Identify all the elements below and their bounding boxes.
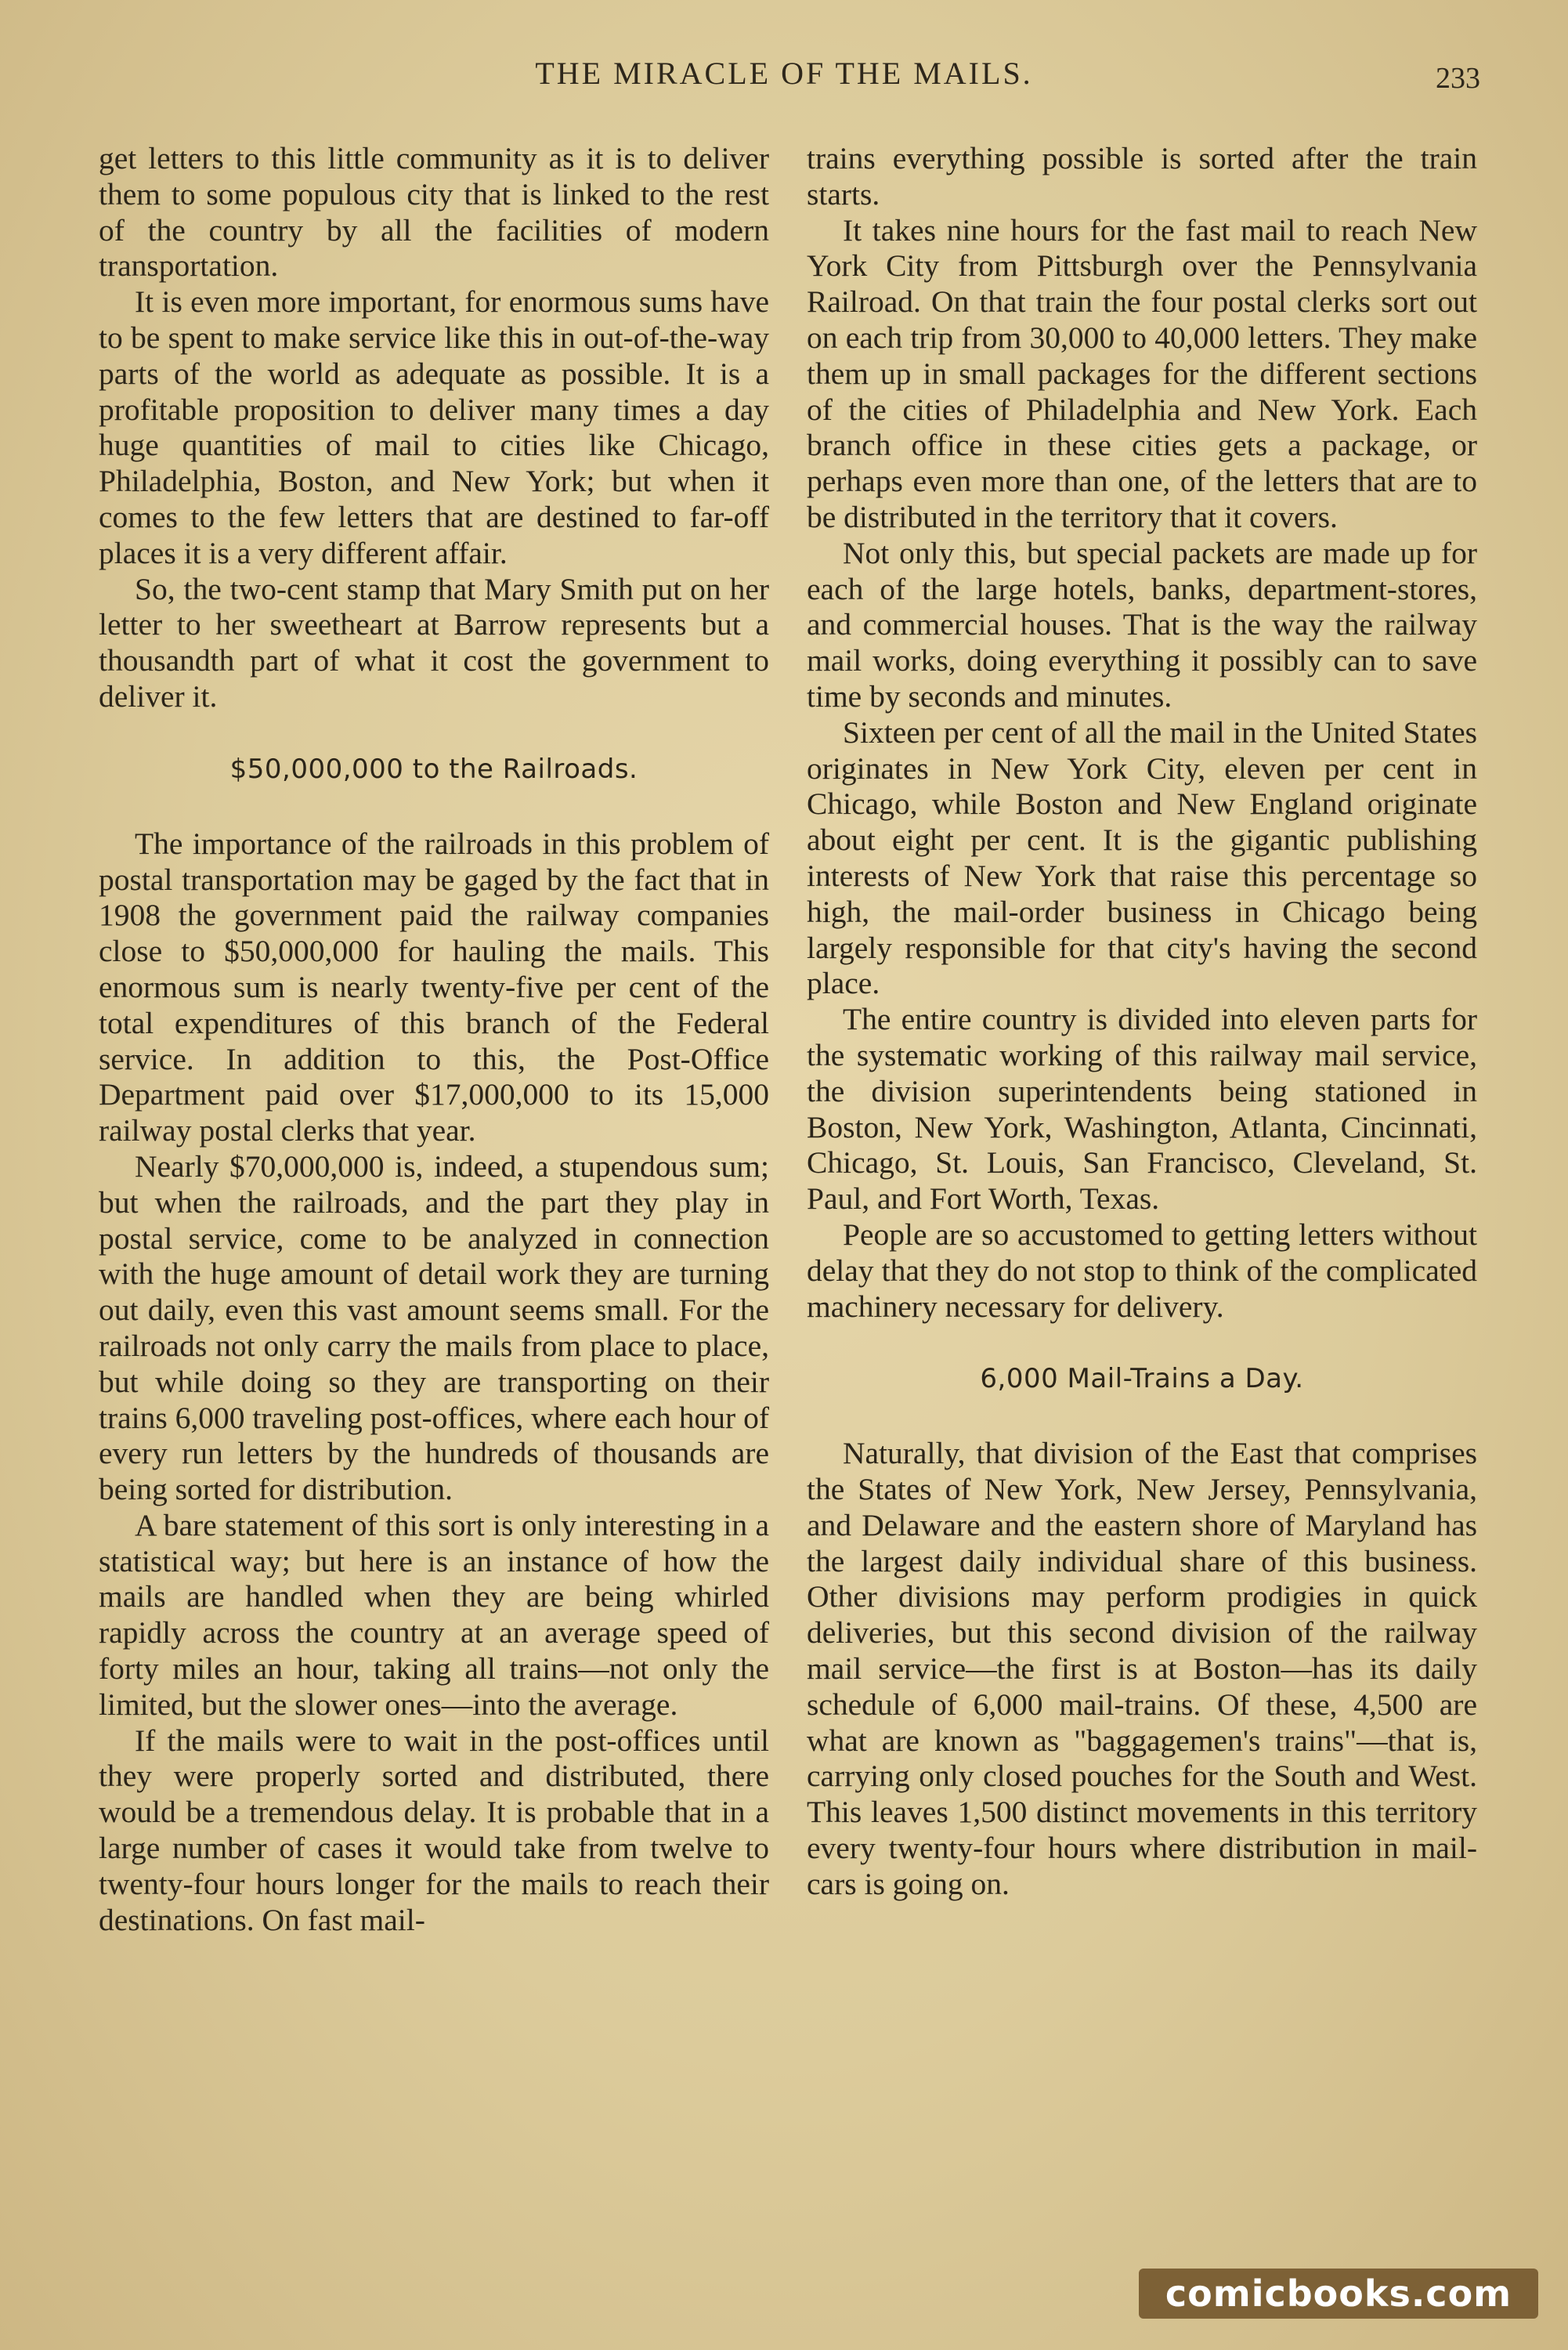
paragraph: So, the two-cent stamp that Mary Smith put on her letter to her sweetheart at Barrow represents but a thousandth part of what it cost the government to deliver it. [99, 571, 769, 714]
page-number: 233 [1436, 62, 1480, 95]
paragraph: Nearly $70,000,000 is, indeed, a stupendous sum; but when the railroads, and the part they play in postal service, come to be analyzed in connection with the huge amount of detail work they are turning out daily, even this vast amount seems small. For the railroads not only carry the mails from place to place, but while doing so they are transporting on their trains 6,000 traveling post-offices, where each hour of every run letters by the hundreds of thousands are being sorted for distribution. [99, 1148, 769, 1507]
paragraph: get letters to this little community as it is to deliver them to some populous city that is linked to the rest of the country by all the facilities of modern transportation. [99, 141, 769, 284]
paragraph: trains everything possible is sorted after the train starts. [807, 141, 1477, 212]
watermark-text: comicbooks.com [1165, 2272, 1512, 2315]
paragraph: It takes nine hours for the fast mail to reach New York City from Pittsburgh over the Pennsylvania Railroad. On that train the four postal clerks sort out on each trip from 30,000 to 40,000 letters. They make them up in small packages for the different sections of the cities of Philadelphia and New York. Each branch office in these cities gets a package, or perhaps even more than one, of the letters that are to be distributed in the territory that it covers. [807, 212, 1477, 534]
right-column [807, 141, 1477, 1903]
page-header [0, 55, 1568, 102]
paragraph: Not only this, but special packets are made up for each of the large hotels, banks, department-stores, and commercial houses. That is the way the railway mail works, doing everything it possibly can to save time by seconds and minutes. [807, 535, 1477, 714]
paragraph: If the mails were to wait in the post-offices until they were properly sorted and distributed, there would be a tremendous delay. It is probable that in a large number of cases it would take from twelve to twenty-four hours longer for the mails to reach their destinations. On fast mail- [99, 1723, 769, 1937]
paragraph: The importance of the railroads in this problem of postal transportation may be gaged by the fact that in 1908 the government paid the railway companies close to $50,000,000 for hauling the mails. This enormous sum is nearly twenty-five per cent of the total expenditures of this branch of the Federal service. In addition to this, the Post-Office Department paid over $17,000,000 to its 15,000 railway postal clerks that year. [99, 826, 769, 1148]
section-heading: $50,000,000 to the Railroads. [229, 753, 638, 785]
paragraph: It is even more important, for enormous sums have to be spent to make service like this in out-of-the-way parts of the world as adequate as possible. It is a profitable proposition to deliver many times a day huge quantities of mail to cities like Chicago, Philadelphia, Boston, and New York; but when it comes to the few letters that are destined to far-off places it is a very different affair. [99, 284, 769, 570]
paragraph: People are so accustomed to getting letters without delay that they do not stop to think of the complicated machinery necessary for delivery. [807, 1217, 1477, 1324]
paragraph: Sixteen per cent of all the mail in the United States originates in New York City, eleven per cent in Chicago, while Boston and New England originate about eight per cent. It is the gigantic publishing interests of New York that raise this percentage so high, the mail-order business in Chicago being largely responsible for that city's having the second place. [807, 714, 1477, 1001]
paragraph: A bare statement of this sort is only interesting in a statistical way; but here is an instance of how the mails are handled when they are being whirled rapidly across the country at an average speed of forty miles an hour, taking all trains—not only the limited, but the slower ones—into the average. [99, 1507, 769, 1722]
section-heading: 6,000 Mail-Trains a Day. [980, 1363, 1304, 1395]
left-column [99, 141, 769, 1938]
paragraph: Naturally, that division of the East that comprises the States of New York, New Jersey, Pennsylvania, and Delaware and the eastern shore of Maryland has the largest daily individual share of this business. Other divisions may perform prodigies in quick deliveries, but this second division of the railway mail service—the first is at Boston—has its daily schedule of 6,000 mail-trains. Of these, 4,500 are what are known as "baggagemen's trains"—that is, carrying only closed pouches for the South and West. This leaves 1,500 distinct movements in this territory every twenty-four hours where distribution in mail-cars is going on. [807, 1436, 1477, 1901]
site-watermark [1139, 2269, 1538, 2319]
running-title: THE MIRACLE OF THE MAILS. [535, 56, 1033, 91]
paragraph: The entire country is divided into eleven parts for the systematic working of this railway mail service, the division superintendents being stationed in Boston, New York, Washington, Atlanta, Cincinnati, Chicago, St. Louis, San Francisco, Cleveland, St. Paul, and Fort Worth, Texas. [807, 1002, 1477, 1217]
